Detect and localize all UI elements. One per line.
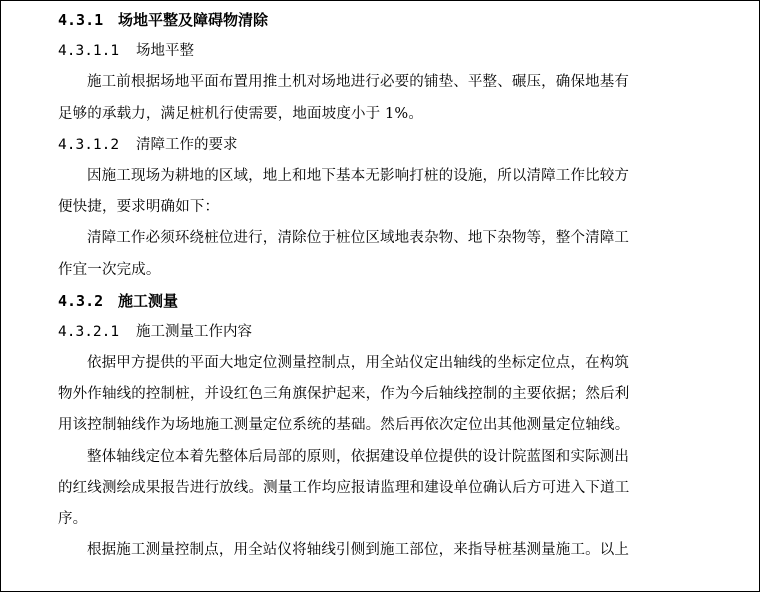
section-number: 4.3.1 <box>58 11 104 29</box>
paragraph-line: 足够的承载力，满足桩机行使需要，地面坡度小于 1%。 <box>58 105 424 122</box>
subsection-heading <box>58 317 708 348</box>
subsection-title: 清障工作的要求 <box>136 136 238 153</box>
document-body <box>58 5 708 566</box>
section-heading <box>58 5 708 36</box>
paragraph <box>58 348 708 442</box>
subsection-number: 4.3.2.1 <box>58 323 120 340</box>
paragraph-line: 用该控制轴线作为场地施工测量定位系统的基础。然后再依次定位出其他测量定位轴线。 <box>58 417 630 434</box>
paragraph-line: 序。 <box>58 511 88 527</box>
section-number: 4.3.2 <box>58 291 104 310</box>
paragraph <box>58 67 708 129</box>
subsection-number: 4.3.1.1 <box>58 43 120 60</box>
paragraph-line: 作宜一次完成。 <box>58 261 161 278</box>
paragraph-line: 整体轴线定位本着先整体后局部的原则，依据建设单位提供的设计院蓝图和实际测出 <box>87 448 630 465</box>
section-title: 场地平整及障碍物清除 <box>118 11 269 29</box>
paragraph <box>58 535 708 566</box>
paragraph-line: 便快捷，要求明确如下： <box>58 199 220 216</box>
subsection-title: 场地平整 <box>136 43 194 60</box>
paragraph-line: 根据施工测量控制点，用全站仪将轴线引侧到施工部位，来指导桩基测量施工。以上 <box>87 542 630 559</box>
paragraph-line: 施工前根据场地平面布置用推土机对场地进行必要的铺垫、平整、碾压，确保地基有 <box>87 74 630 91</box>
subsection-heading <box>58 130 708 161</box>
subsection-heading <box>58 36 708 67</box>
paragraph <box>58 161 708 223</box>
subsection-number: 4.3.1.2 <box>58 136 120 153</box>
paragraph-line: 物外作轴线的控制桩，并设红色三角旗保护起来，作为今后轴线控制的主要依据；然后利 <box>58 386 630 403</box>
paragraph <box>58 223 708 285</box>
paragraph-line: 清障工作必须环绕桩位进行，清除位于桩位区域地表杂物、地下杂物等，整个清障工 <box>87 230 630 247</box>
subsection-title: 施工测量工作内容 <box>136 323 252 340</box>
section-heading <box>58 286 708 317</box>
paragraph-line: 因施工现场为耕地的区域，地上和地下基本无影响打桩的设施，所以清障工作比较方 <box>87 167 630 184</box>
paragraph-line: 依据甲方提供的平面大地定位测量控制点，用全站仪定出轴线的坐标定位点，在构筑 <box>87 355 630 372</box>
paragraph <box>58 442 708 536</box>
paragraph-line: 的红线测绘成果报告进行放线。测量工作均应报请监理和建设单位确认后方可进入下道工 <box>58 479 630 496</box>
section-title: 施工测量 <box>118 291 179 310</box>
